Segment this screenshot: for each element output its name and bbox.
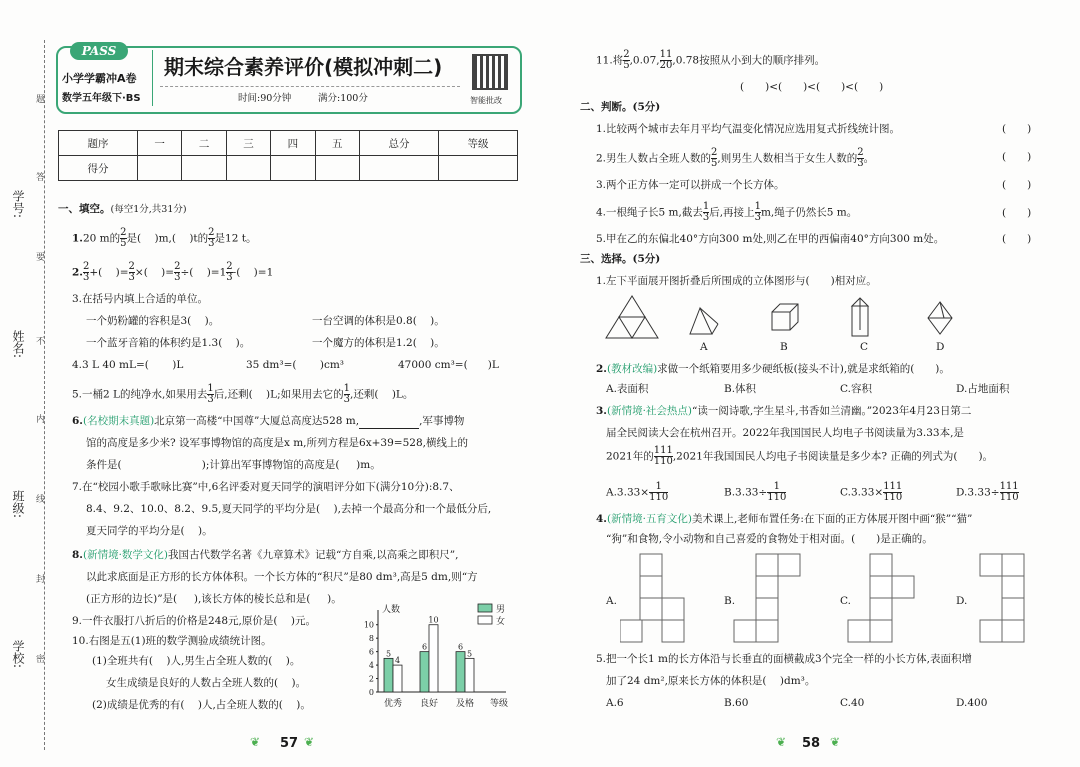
q-text: )m。 — [356, 459, 381, 471]
choice-3-line-2: 届全民阅读大会在杭州召开。2022年我国国民人均电子书阅读量为3.33本,是 — [606, 427, 964, 439]
score-table-header: 总分 — [359, 131, 438, 156]
q-text: 后,还剩( — [213, 388, 253, 401]
name-label: 姓名: — [11, 330, 25, 359]
binding-guide-char: 题 — [36, 95, 46, 105]
bar-value-label: 10 — [428, 615, 439, 625]
q-text: ,2021年我国国民人均电子书阅读量是多少本? 正确的列式为( )。 — [672, 450, 994, 463]
denominator: 3 — [128, 272, 135, 283]
score-table-header: 等级 — [438, 131, 517, 156]
choice-5-line-1: 5.把一个长1 m的长方体沿与长垂直的面横截成3个完全一样的小长方体,表面积增 — [596, 653, 973, 665]
choice-3-option-d[interactable] — [956, 482, 1019, 503]
choice-2-option-a[interactable]: A.表面积 — [606, 383, 649, 395]
q-text: ),去掉一个最高分和一个最低分后, — [333, 503, 492, 515]
y-tick-label: 10 — [363, 620, 374, 630]
question-6-line-2: 馆的高度是多少米? 设军事博物馆的高度是x m,所列方程是6x+39=528,横线上的 — [86, 437, 468, 449]
judge-4 — [596, 202, 857, 223]
q3-b — [312, 314, 445, 328]
question-number: 3. — [596, 405, 607, 417]
q-text: 35 dm³=( — [246, 359, 297, 371]
numerator: 2 — [857, 147, 864, 158]
score-cell[interactable] — [226, 156, 270, 181]
q3-d — [312, 336, 445, 350]
net-b — [734, 554, 800, 642]
x-tick-label: 优秀 — [383, 699, 403, 709]
q-text: 加了24 dm²,原来长方体的体积是( — [606, 675, 767, 687]
judge-3-answer[interactable]: ( ) — [1002, 179, 1032, 191]
denominator: 110 — [883, 492, 903, 503]
sprout-icon: ❦ — [304, 735, 315, 749]
q-text: )。 — [197, 525, 213, 537]
legend-label: 男 — [496, 605, 506, 615]
y-tick-label: 4 — [368, 661, 374, 671]
school-label: 学校: — [11, 640, 25, 669]
choice-3-line-1 — [596, 404, 971, 418]
q-text: 8.4、9.2、10.0、8.2、9.5,夏天同学的平均分是( — [86, 503, 321, 515]
choice-1: 1.左下平面展开图折叠后所围成的立体图形与( )相对应。 — [596, 275, 877, 287]
solid-c-prism — [852, 298, 868, 336]
choice-4-option-b[interactable]: B. — [724, 595, 736, 607]
question-6-line-1 — [72, 414, 464, 429]
q-text: 4.3 L 40 mL=( — [72, 359, 149, 371]
net-d — [980, 554, 1024, 642]
judge-2-answer[interactable]: ( ) — [1002, 151, 1032, 163]
question-6-line-3 — [86, 458, 381, 472]
question-tag: (名校期末真题) — [82, 415, 155, 427]
score-cell[interactable] — [315, 156, 359, 181]
numerator: 11 — [659, 49, 673, 60]
q-text: )。 — [204, 315, 220, 327]
choice-2-option-d[interactable]: D.占地面积 — [956, 383, 1010, 395]
bar-男-良好 — [420, 652, 429, 692]
q-text: 条件是( — [86, 459, 122, 471]
numerator: 2 — [120, 227, 127, 238]
q-text: 。 — [863, 152, 875, 165]
bar-value-label: 5 — [385, 649, 392, 659]
denominator: 110 — [999, 492, 1019, 503]
denominator: 20 — [659, 60, 673, 71]
q-text: “读一阅诗歌,字生星斗,书香如兰清幽。”2023年4月23日第二 — [692, 405, 972, 417]
fraction — [883, 482, 902, 503]
score-table-header: 二 — [182, 131, 226, 156]
numerator: 2 — [711, 147, 718, 158]
class-label: 班级: — [11, 490, 25, 519]
denominator: 5 — [120, 238, 127, 249]
section-2-heading: 二、判断。(5分) — [580, 101, 661, 113]
page-title: 期末综合素养评价(模拟冲刺二) — [164, 55, 443, 79]
question-1 — [72, 228, 256, 249]
x-tick-label: 良好 — [419, 699, 439, 709]
legend-swatch-男 — [478, 604, 492, 612]
denominator: 3 — [226, 272, 233, 283]
page-number-right: 58 — [802, 736, 821, 751]
title-underline — [160, 86, 460, 87]
judge-4-answer[interactable]: ( ) — [1002, 207, 1032, 219]
q10-line-2 — [106, 676, 306, 690]
question-8-line-1 — [72, 548, 458, 562]
qr-label: 智能批改 — [470, 96, 502, 105]
choice-1-option-a[interactable]: A — [700, 341, 708, 353]
q-text: 我国古代数学名著《九章算术》记载“方自乘,以高乘之即积尺”, — [168, 549, 459, 561]
q-text: )m,( — [154, 232, 176, 245]
numerator: 1 — [702, 201, 710, 212]
q-text: )。 — [291, 677, 307, 689]
sprout-icon: ❦ — [776, 735, 787, 749]
numerator: 2 — [623, 49, 630, 60]
question-tag: (新情境·数学文化) — [82, 549, 168, 561]
denominator: 3 — [702, 212, 710, 223]
bar-男-及格 — [456, 652, 465, 692]
choice-5-option-d[interactable]: D.400 — [956, 697, 988, 709]
choice-4-option-d[interactable]: D. — [956, 595, 968, 607]
numerator: 111 — [999, 481, 1019, 492]
question-number: 2. — [72, 266, 83, 279]
binding-guide-char: 要 — [36, 253, 46, 263]
choice-2-option-c[interactable]: C.容积 — [840, 383, 872, 395]
bar-女-良好 — [429, 625, 438, 692]
question-tag: (新情境·五育文化) — [606, 513, 692, 525]
score-cell[interactable] — [438, 156, 517, 181]
sprout-icon: ❦ — [830, 735, 841, 749]
solid-b-cube — [772, 304, 798, 330]
score-table-header: 四 — [271, 131, 315, 156]
y-axis-label: 人数 — [382, 605, 401, 615]
judge-1-answer[interactable]: ( ) — [1002, 123, 1032, 135]
q-text: 一个蓝牙音箱的体积约是1.3( — [86, 337, 223, 349]
right-page — [540, 0, 1080, 767]
q3-c — [86, 336, 250, 350]
q-text: )。 — [430, 337, 445, 349]
q-text: 4.一根绳子长5 m,截去 — [596, 206, 703, 219]
q-text: )。 — [430, 315, 445, 327]
binding-guide-char: 内 — [36, 415, 46, 425]
legend-swatch-女 — [478, 616, 492, 624]
numerator: 2 — [82, 261, 90, 272]
denominator: 3 — [208, 238, 215, 249]
numerator: 2 — [226, 261, 233, 272]
fraction — [649, 482, 668, 503]
question-8-line-2: 以此求底面是正方形的长方体体积。一个长方体的“积尺”是80 dm³,高是5 dm,则“方 — [86, 571, 478, 583]
y-tick-label: 8 — [368, 634, 374, 644]
question-10: 10.右图是五(1)班的数学测验成绩统计图。 — [72, 635, 272, 647]
denominator: 3 — [857, 158, 864, 169]
section-1-note: (每空1分,共31分) — [110, 204, 187, 215]
score-label: 满分:100分 — [318, 93, 368, 104]
q-text: )dm³。 — [779, 675, 816, 687]
fraction — [660, 50, 673, 71]
series-name: 小学学霸冲A卷 — [62, 72, 137, 85]
q-text: +( — [89, 266, 103, 279]
judge-2 — [596, 148, 874, 169]
q-text: )人,男生占全班人数的( — [166, 655, 273, 667]
q-text: 11.将 — [596, 54, 624, 67]
q-text: A.3.33× — [606, 486, 650, 499]
q-text: C.3.33× — [840, 486, 884, 499]
q-text: )L — [172, 359, 184, 371]
student-id-label: 学号: — [11, 190, 25, 219]
q-text: )。 — [296, 699, 311, 711]
denominator: 3 — [82, 272, 90, 283]
score-table — [58, 130, 518, 181]
choice-2 — [596, 362, 950, 376]
bar-女-优秀 — [393, 665, 402, 692]
score-cell[interactable] — [137, 156, 181, 181]
judge-1: 1.比较两个城市去年月平均气温变化情况应选用复式折线统计图。 — [596, 123, 901, 135]
binding-guide-char: 密 — [36, 655, 46, 665]
choice-4-line-2: “狗”和食物,令小动物和自己喜爱的食物处于相对面。( )是正确的。 — [606, 533, 933, 545]
qr-code-icon[interactable] — [472, 54, 508, 90]
choice-1-option-c[interactable]: C — [860, 341, 869, 353]
q10-line-3 — [92, 698, 311, 712]
q-text: )L。 — [391, 388, 414, 401]
numerator: 1 — [754, 201, 761, 212]
q-text: 20 m的 — [82, 232, 121, 245]
net-a — [620, 554, 684, 642]
fraction — [1000, 482, 1019, 503]
q-text: )=1 — [253, 266, 274, 279]
q-text: 夏天同学的平均分是( — [86, 525, 185, 537]
binding-guide-char: 线 — [36, 495, 46, 505]
q-text: B.3.33÷ — [724, 486, 768, 499]
q-text: ,还剩( — [350, 388, 379, 401]
question-tag: (新情境·社会热点) — [606, 405, 692, 417]
q-text: );计算出军事博物馆的高度是( — [201, 459, 340, 471]
denominator: 3 — [754, 212, 761, 223]
denominator: 110 — [653, 456, 673, 467]
choice-5-option-a[interactable]: A.6 — [606, 697, 624, 709]
sprout-icon: ❦ — [250, 735, 261, 749]
numerator: 2 — [128, 261, 135, 272]
binding-guide-char: 不 — [36, 337, 46, 347]
q4-a — [72, 358, 183, 372]
q-text: (2)成绩是优秀的有( — [92, 699, 185, 711]
choice-3-line-3 — [606, 446, 993, 467]
solid-a — [690, 308, 718, 334]
grade-bar-chart — [350, 600, 530, 712]
numerator: 2 — [174, 261, 181, 272]
q-text: 一个奶粉罐的容积是3( — [86, 315, 192, 327]
question-tag: (教材改编) — [606, 363, 658, 375]
y-tick-label: 6 — [368, 647, 374, 657]
q-text: 一台空调的体积是0.8( — [312, 315, 417, 327]
q-text: )元。 — [290, 615, 316, 627]
q-text: ,0.78按照从小到大的顺序排列。 — [672, 54, 826, 67]
numerator: 111 — [883, 481, 903, 492]
question-number: 6. — [72, 415, 83, 427]
choice-4-option-a[interactable]: A. — [606, 595, 617, 607]
numerator: 2 — [208, 227, 215, 238]
question-11 — [596, 50, 825, 71]
q-text: )L;如果用去它的 — [266, 388, 344, 401]
q10-line-1 — [92, 654, 300, 668]
score-cell[interactable] — [271, 156, 315, 181]
binding-guide-char: 封 — [36, 575, 46, 585]
question-7-line-2 — [86, 502, 491, 516]
question-2 — [72, 262, 273, 283]
binding-guide-char: 答 — [36, 173, 46, 183]
q-text: -( — [232, 266, 241, 279]
q-text: ),该长方体的棱长总和是( — [193, 593, 311, 605]
choice-1-option-d[interactable]: D — [936, 341, 945, 353]
q-text: 是12 t。 — [214, 232, 257, 245]
bar-value-label: 4 — [394, 656, 401, 666]
judge-5-answer[interactable]: ( ) — [1002, 233, 1032, 245]
score-table-header: 题序 — [59, 131, 138, 156]
fraction — [654, 446, 673, 467]
bar-value-label: 5 — [466, 649, 473, 659]
choice-3-option-a[interactable] — [606, 482, 668, 503]
q-text: 9.一件衣服打八折后的价格是248元,原价是( — [72, 615, 278, 627]
judge-3: 3.两个正方体一定可以拼成一个长方体。 — [596, 179, 785, 191]
question-9 — [72, 614, 316, 628]
question-number: 1. — [72, 232, 83, 245]
choice-2-option-b[interactable]: B.体积 — [724, 383, 757, 395]
score-cell[interactable] — [182, 156, 226, 181]
page-number-left: 57 — [280, 736, 299, 751]
score-table-header: 一 — [137, 131, 181, 156]
denominator: 110 — [767, 492, 787, 503]
denominator: 110 — [649, 492, 669, 503]
q4-b — [246, 358, 344, 372]
q-text: ÷( — [180, 266, 194, 279]
q-text: )= — [161, 266, 175, 279]
numerator: 1 — [343, 383, 351, 394]
q-text: )。 — [235, 337, 251, 349]
score-cell[interactable] — [359, 156, 438, 181]
numerator: 111 — [653, 445, 673, 456]
bar-女-及格 — [465, 658, 474, 692]
bar-value-label: 6 — [421, 642, 428, 652]
choice-5-line-2 — [606, 674, 815, 688]
question-5 — [72, 384, 413, 405]
solid-d-octahedron — [928, 302, 952, 334]
score-row-label: 得分 — [59, 156, 138, 181]
numerator: 1 — [207, 383, 214, 394]
section-1-title: 一、填空。 — [58, 203, 111, 215]
q-text: 求做一个纸箱要用多少硬纸板(接头不计),就是求纸箱的( )。 — [657, 363, 950, 375]
time-label: 时间:90分钟 — [238, 93, 292, 104]
y-tick-label: 0 — [368, 688, 374, 697]
q-text: )= — [115, 266, 129, 279]
fraction — [767, 482, 786, 503]
binding-line — [44, 40, 45, 750]
question-7-line-1: 7.在“校园小歌手歌咏比赛”中,6名评委对夏天同学的演唱评分如下(满分10分):8.7、 — [72, 481, 460, 493]
q-text: ,0.07, — [629, 54, 660, 67]
q11-answer-blanks[interactable]: ( )<( )<( )<( ) — [740, 81, 884, 93]
choice-5-option-b[interactable]: B.60 — [724, 697, 749, 709]
choice-4-line-1 — [596, 512, 972, 526]
question-3: 3.在括号内填上合适的单位。 — [72, 293, 209, 305]
section-3-heading: 三、选择。(5分) — [580, 253, 661, 265]
choice-3-option-c[interactable] — [840, 482, 902, 503]
denominator: 3 — [174, 272, 181, 283]
bar-value-label: 6 — [457, 642, 464, 652]
choice-3-option-b[interactable] — [724, 482, 786, 503]
answer-blank[interactable] — [359, 414, 419, 429]
y-tick-label: 2 — [368, 674, 374, 684]
triangle-net — [606, 296, 658, 338]
q3-a — [86, 314, 219, 328]
q-text: (正方形的边长)”是( — [86, 593, 178, 605]
q-text: D.3.33÷ — [956, 486, 1000, 499]
denominator: 3 — [207, 394, 214, 405]
q-text: 北京第一高楼“中国尊”大厦总高度达528 m, — [154, 415, 360, 427]
question-7-line-3 — [86, 524, 213, 538]
net-c — [848, 554, 914, 642]
legend-label: 女 — [496, 617, 506, 627]
q-text: 后,再接上 — [709, 206, 755, 219]
score-table-header: 三 — [226, 131, 270, 156]
q-text: )。 — [327, 593, 342, 605]
q-text: ×( — [134, 266, 148, 279]
bar-男-优秀 — [384, 658, 393, 692]
score-table-header: 五 — [315, 131, 359, 156]
q-text: ,则男生人数相当于女生人数的 — [717, 152, 858, 165]
choice-1-option-b[interactable]: B — [780, 341, 788, 353]
q-text: (1)全班共有( — [92, 655, 153, 667]
choice-5-option-c[interactable]: C.40 — [840, 697, 865, 709]
q-text: )t的 — [189, 232, 209, 245]
numerator: 1 — [767, 482, 786, 493]
q-text: 2021年的 — [606, 450, 654, 463]
x-axis-label: 等级 — [490, 699, 509, 709]
q-text: m,绳子仍然长5 m。 — [760, 206, 858, 219]
header-divider — [152, 50, 153, 106]
q-text: )cm³ — [319, 359, 345, 371]
question-number: 4. — [596, 513, 607, 525]
q-text: )人,占全班人数的( — [197, 699, 283, 711]
q-text: 美术课上,老师布置任务:在下面的正方体展开图中画“猴”“猫” — [692, 513, 973, 525]
question-number: 2. — [596, 363, 607, 375]
q-text: 47000 cm³=( — [398, 359, 468, 371]
q-text: 女生成绩是良好的人数占全班人数的( — [106, 677, 279, 689]
question-8-line-3 — [86, 592, 342, 606]
q-text: 2.男生人数占全班人数的 — [596, 152, 712, 165]
numerator: 1 — [649, 482, 668, 493]
x-tick-label: 及格 — [455, 699, 475, 709]
denominator: 5 — [711, 158, 718, 169]
denominator: 5 — [623, 60, 630, 71]
q-text: )。 — [285, 655, 301, 667]
q-text: 是( — [126, 232, 142, 245]
judge-5: 5.甲在乙的东偏北40°方向300 m处,则乙在甲的西偏南40°方向300 m处。 — [596, 233, 945, 245]
q-text: 5.一桶2 L的纯净水,如果用去 — [72, 388, 208, 401]
section-1-heading — [58, 202, 187, 217]
q-text: )=1 — [206, 266, 227, 279]
question-number: 8. — [72, 549, 83, 561]
q-text: )L — [487, 359, 499, 371]
q-text: 一个魔方的体积是1.2( — [312, 337, 417, 349]
q4-c — [398, 358, 499, 372]
pass-logo: PASS — [70, 42, 128, 60]
q-text: ,军事博物 — [419, 415, 465, 427]
denominator: 3 — [343, 394, 351, 405]
choice-4-option-c[interactable]: C. — [840, 595, 851, 607]
grade-label: 数学五年级下·BS — [62, 93, 141, 104]
